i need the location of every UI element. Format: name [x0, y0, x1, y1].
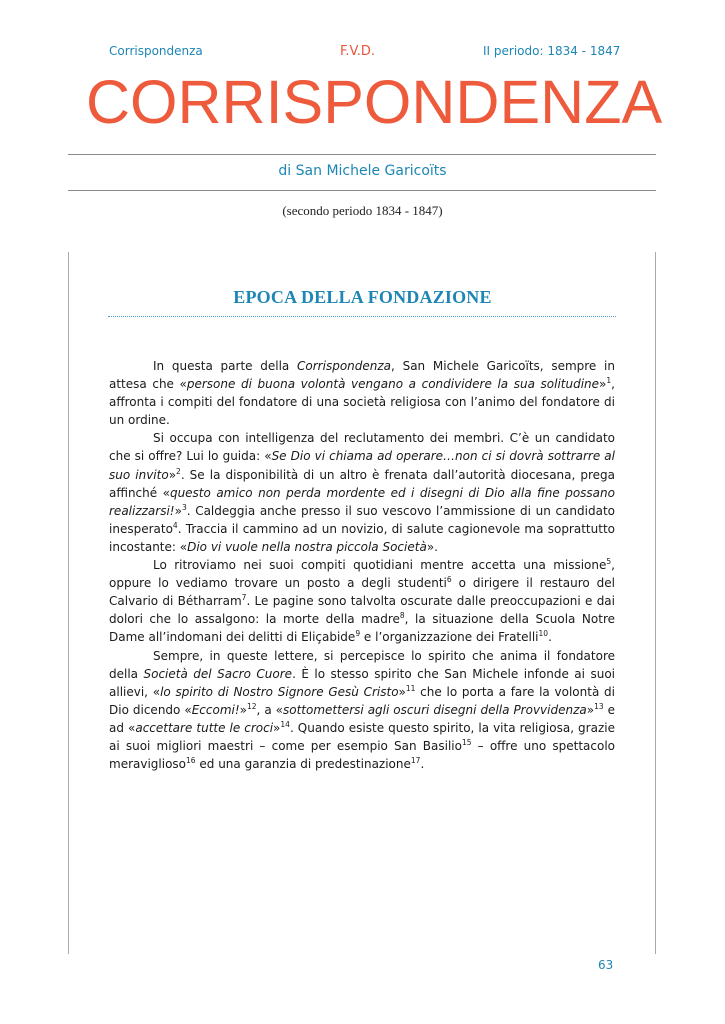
document-title: CORRISPONDENZA — [86, 68, 663, 136]
text-run: » — [599, 377, 607, 392]
footnote-ref: 2 — [176, 466, 181, 476]
footnote-ref: 12 — [247, 701, 257, 711]
running-header-center: F.V.D. — [340, 44, 376, 59]
text-run: , la situazione della Scuola Notre Dame all’indomani dei delitti di Eliçabide — [109, 612, 615, 645]
paragraph — [109, 556, 615, 646]
text-run: » — [239, 702, 247, 717]
footnote-ref: 6 — [446, 575, 452, 585]
footnote-ref: 17 — [410, 756, 421, 766]
footnote-ref: 14 — [280, 719, 290, 729]
text-run: ed una garanzia di predestinazione — [195, 757, 411, 772]
title-divider-bottom — [68, 190, 656, 191]
text-run: . Le pagine sono talvolta oscurate dalle preoccupazioni e dai dolori che lo assalgono: la morte della madre — [109, 594, 615, 627]
section-dotted-divider — [108, 316, 616, 317]
text-run: . Quando esiste questo spirito, la vita religiosa, grazie ai suoi migliori maestri – come per esempio San Basilio — [109, 720, 615, 753]
text-run: Lo ritroviamo nei suoi compiti quotidiani mentre accetta una missione — [153, 558, 607, 573]
text-run: . Se la disponibilità di un altro è frenata dall’autorità diocesana, prega affinché « — [109, 467, 616, 500]
running-header-right: II periodo: 1834 - 1847 — [483, 44, 621, 58]
paragraph — [109, 429, 615, 556]
italic-run: Società del Sacro Cuore — [143, 666, 293, 681]
footnote-ref: 4 — [172, 520, 178, 530]
page-number: 63 — [598, 958, 614, 972]
text-run: , San Michele Garicoïts, sempre in attesa che « — [109, 359, 615, 392]
text-run: » — [398, 684, 406, 699]
italic-run: lo spirito di Nostro Signore Gesù Cristo — [160, 684, 399, 699]
title-divider-top — [68, 154, 656, 155]
document-subtitle: di San Michele Garicoïts — [278, 163, 447, 179]
footnote-ref: 13 — [594, 701, 604, 711]
footnote-ref: 9 — [355, 629, 361, 639]
text-run: » — [273, 720, 281, 735]
italic-run: persone di buona volontà vengano a condividere la sua solitudine — [186, 377, 600, 392]
italic-run: questo amico non perda mordente ed i disegni di Dio alla fine possano realizzarsi! — [109, 485, 615, 518]
footnote-ref: 8 — [399, 611, 405, 621]
frame-right-rule — [655, 252, 656, 954]
italic-run: Se Dio vi chiama ad operare…non ci si dovrà sottrarre al suo invito — [109, 449, 615, 482]
text-run: e ad « — [109, 702, 615, 735]
text-run: » — [586, 702, 595, 717]
footnote-ref: 16 — [186, 756, 196, 766]
text-run: o dirigere il restauro del Calvario di Bétharram — [109, 576, 615, 609]
footnote-ref: 11 — [405, 683, 416, 693]
footnote-ref: 3 — [181, 502, 187, 512]
text-run: Si occupa con intelligenza del reclutamento dei membri. C’è un candidato che si offre? Lui lo guida: « — [109, 431, 615, 464]
italic-run: accettare tutte le croci — [135, 720, 274, 735]
italic-run: Corrispondenza — [297, 359, 392, 373]
text-run: » — [174, 503, 182, 518]
italic-run: sottomettersi agli oscuri disegni della Provvidenza — [283, 702, 587, 717]
text-run: che lo porta a fare la volontà di Dio dicendo « — [109, 684, 615, 717]
text-run: , affronta i compiti del fondatore di una società religiosa con l’animo del fondatore di un ordine. — [109, 377, 615, 428]
footnote-ref: 10 — [538, 629, 549, 639]
text-run: In questa parte della — [153, 359, 298, 373]
text-run: Sempre, in queste lettere, si percepisce lo spirito che anima il fondatore della — [109, 648, 615, 681]
italic-run: Eccomi! — [191, 702, 240, 717]
footnote-ref: 5 — [606, 557, 612, 567]
paragraph — [109, 357, 615, 429]
text-run: . Caldeggia anche presso il suo vescovo l’ammissione di un candidato inesperato — [109, 503, 615, 536]
text-run: ». — [426, 539, 438, 554]
italic-run: Dio vi vuole nella nostra piccola Società — [187, 539, 427, 554]
text-run: , oppure lo vediamo trovare un posto a degli studenti — [109, 558, 615, 591]
text-run: » — [168, 467, 177, 482]
footnote-ref: 7 — [241, 593, 247, 603]
text-run: e l’organizzazione dei Fratelli — [360, 630, 539, 645]
body-text — [109, 357, 615, 773]
text-run: . — [420, 757, 425, 772]
paragraph — [109, 647, 615, 774]
text-run: – offre uno spettacolo meraviglioso — [109, 738, 615, 772]
text-run: , a « — [256, 702, 283, 717]
frame-left-rule — [68, 252, 69, 954]
running-header-left: Corrispondenza — [109, 44, 203, 58]
footnote-ref: 1 — [606, 376, 612, 386]
footnote-ref: 15 — [461, 737, 472, 747]
section-heading: EPOCA DELLA FONDAZIONE — [233, 287, 492, 307]
text-run: . È lo stesso spirito che San Michele infonde ai suoi allievi, « — [109, 666, 615, 699]
text-run: . — [548, 630, 552, 645]
text-run: . Traccia il cammino ad un novizio, di salute cagionevole ma soprattutto incostante: « — [109, 521, 615, 554]
period-caption: (secondo periodo 1834 - 1847) — [282, 203, 443, 218]
